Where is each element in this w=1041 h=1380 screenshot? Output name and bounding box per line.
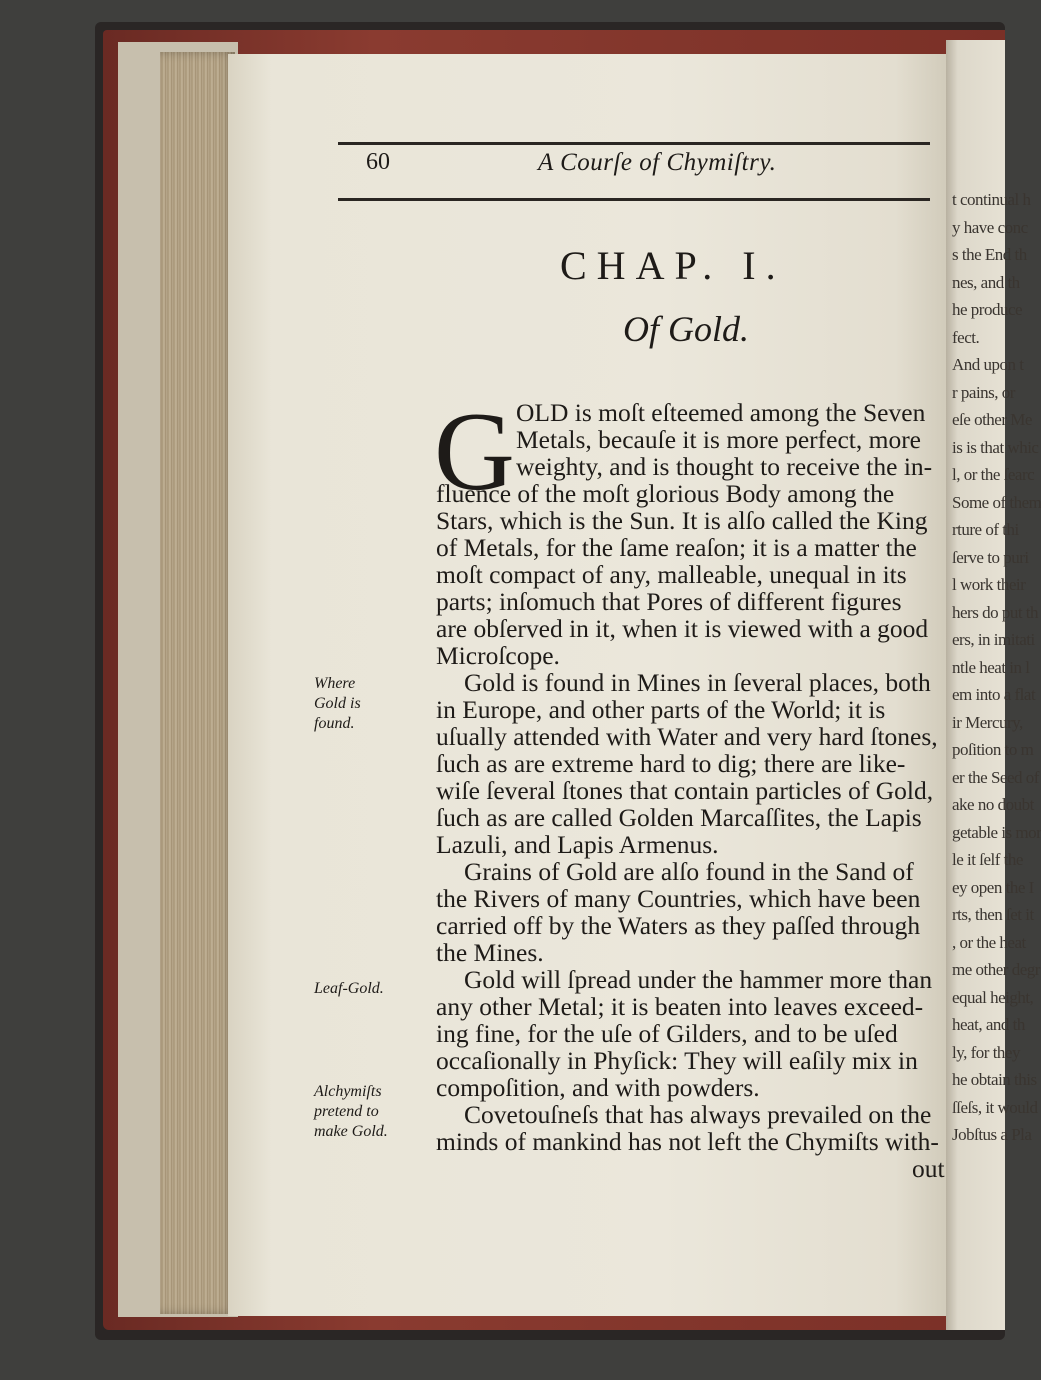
text-line: OLD is moſt eſteemed among the Seven: [516, 398, 926, 427]
text-line: Gold will ſpread under the hammer more than: [464, 965, 933, 994]
text-line: the Mines.: [436, 938, 544, 967]
text-line: ſuch as are called Golden Marcaſſites, the Lapis: [436, 803, 922, 832]
facing-text-line: he obtain this: [952, 1070, 1037, 1089]
marginal-note-line: Where: [314, 675, 356, 692]
facing-text-line: le it ſelf the: [952, 850, 1023, 869]
drop-cap: G: [434, 390, 515, 514]
marginal-note-line: Gold is: [314, 695, 361, 712]
facing-text-line: er the Seed of: [952, 767, 1039, 787]
text-line: the Rivers of many Countries, which have been: [436, 884, 921, 913]
text-line: Grains of Gold are alſo found in the Sand of: [464, 857, 914, 886]
text-line: any other Metal; it is beaten into leaves exceed-: [436, 992, 924, 1021]
header-rule-top: [338, 142, 930, 145]
text-line: fluence of the moſt glorious Body among the: [436, 479, 895, 508]
facing-text-line: eſe other Me: [952, 410, 1032, 429]
facing-text-line: ake no doubt: [952, 795, 1034, 814]
facing-text-line: l work their: [952, 575, 1026, 594]
text-line: Lazuli, and Lapis Armenus.: [436, 830, 719, 859]
text-line: compoſition, and with powders.: [436, 1073, 760, 1102]
facing-text-line: y have conc: [952, 217, 1028, 237]
facing-text-line: ly, for they: [952, 1042, 1020, 1062]
text-line: weighty, and is thought to receive the in-: [516, 452, 933, 481]
facing-text-line: l, or the ſearc: [952, 465, 1035, 484]
facing-text-line: And upon t: [952, 355, 1024, 374]
text-line: Covetouſneſs that has always prevailed on the: [464, 1100, 932, 1129]
text-line: moſt compact of any, malleable, unequal in its: [436, 560, 907, 589]
facing-text-line: ey open the I: [952, 877, 1034, 897]
text-line: Microſcope.: [436, 641, 560, 670]
facing-text-line: fect.: [952, 327, 980, 347]
marginal-note-line: make Gold.: [314, 1123, 388, 1140]
chapter-title: Of Gold.: [623, 309, 749, 349]
text-line: ing fine, for the uſe of Gilders, and to be uſed: [436, 1019, 898, 1048]
text-line: carried off by the Waters as they paſſed through: [436, 911, 921, 940]
facing-text-line: me other degr: [952, 960, 1040, 979]
book-page: [228, 54, 953, 1316]
facing-text-line: r pains, or: [952, 382, 1015, 402]
page-edges: [160, 52, 235, 1314]
marginal-note-line: pretend to: [314, 1103, 379, 1120]
text-line: parts; inſomuch that Pores of different figures: [436, 587, 902, 616]
header-rule-bottom: [338, 198, 930, 201]
text-line: in Europe, and other parts of the World; it is: [436, 695, 886, 724]
facing-text-line: ir Mercury,: [952, 712, 1023, 732]
facing-text-line: t continual h: [952, 190, 1031, 209]
text-line: of Metals, for the ſame reaſon; it is a matter the: [436, 533, 917, 562]
text-line: wiſe ſeveral ſtones that contain particles of Gold,: [436, 776, 934, 805]
facing-text-line: ſſeſs, it would: [952, 1097, 1038, 1117]
text-line: Metals, becauſe it is more perfect, more: [516, 425, 921, 454]
facing-text-line: equal height,: [952, 987, 1034, 1007]
facing-page: [946, 40, 1041, 1330]
facing-text-line: Jobſtus a Pla: [952, 1125, 1032, 1144]
facing-text-line: em into a flat: [952, 685, 1036, 704]
facing-text-line: poſition to m: [952, 740, 1034, 759]
facing-text-line: hers do put th: [952, 602, 1039, 622]
facing-text-line: heat, and th: [952, 1015, 1025, 1034]
facing-text-line: nes, and th: [952, 272, 1020, 292]
facing-text-line: rture of thi: [952, 520, 1019, 539]
text-line: minds of mankind has not left the Chymiſts with-: [436, 1127, 939, 1156]
facing-text-line: ers, in imitati: [952, 630, 1035, 649]
facing-text-line: he produce: [952, 300, 1023, 319]
text-line: out: [912, 1154, 945, 1183]
text-line: uſually attended with Water and very hard ſtones,: [436, 722, 938, 751]
text-line: Stars, which is the Sun. It is alſo called the King: [436, 506, 928, 535]
text-line: occaſionally in Phyſick: They will eaſily mix in: [436, 1046, 918, 1075]
facing-text-line: s the End th: [952, 245, 1027, 264]
facing-text-line: is is that whic: [952, 437, 1039, 457]
facing-text-line: getable is mor: [952, 822, 1041, 842]
marginal-note-line: Alchymiſts: [314, 1083, 382, 1100]
running-head: A Courſe of Chymiſtry.: [538, 149, 777, 176]
facing-text-line: , or the heat: [952, 932, 1026, 952]
facing-text-line: rts, then ſet it: [952, 905, 1034, 924]
page-number: 60: [366, 149, 390, 175]
chapter-number: CHAP. I.: [560, 243, 786, 288]
marginal-note-line: Leaf-Gold.: [314, 980, 384, 997]
text-line: ſuch as are extreme hard to dig; there are like-: [436, 749, 906, 778]
facing-text-line: Some of them: [952, 492, 1041, 512]
text-line: are obſerved in it, when it is viewed with a good: [436, 614, 929, 643]
text-line: Gold is found in Mines in ſeveral places, both: [464, 668, 931, 697]
facing-text-line: ntle heat in l: [952, 657, 1030, 677]
facing-text-line: ſerve to puri: [952, 547, 1029, 567]
marginal-note-line: found.: [314, 715, 355, 732]
